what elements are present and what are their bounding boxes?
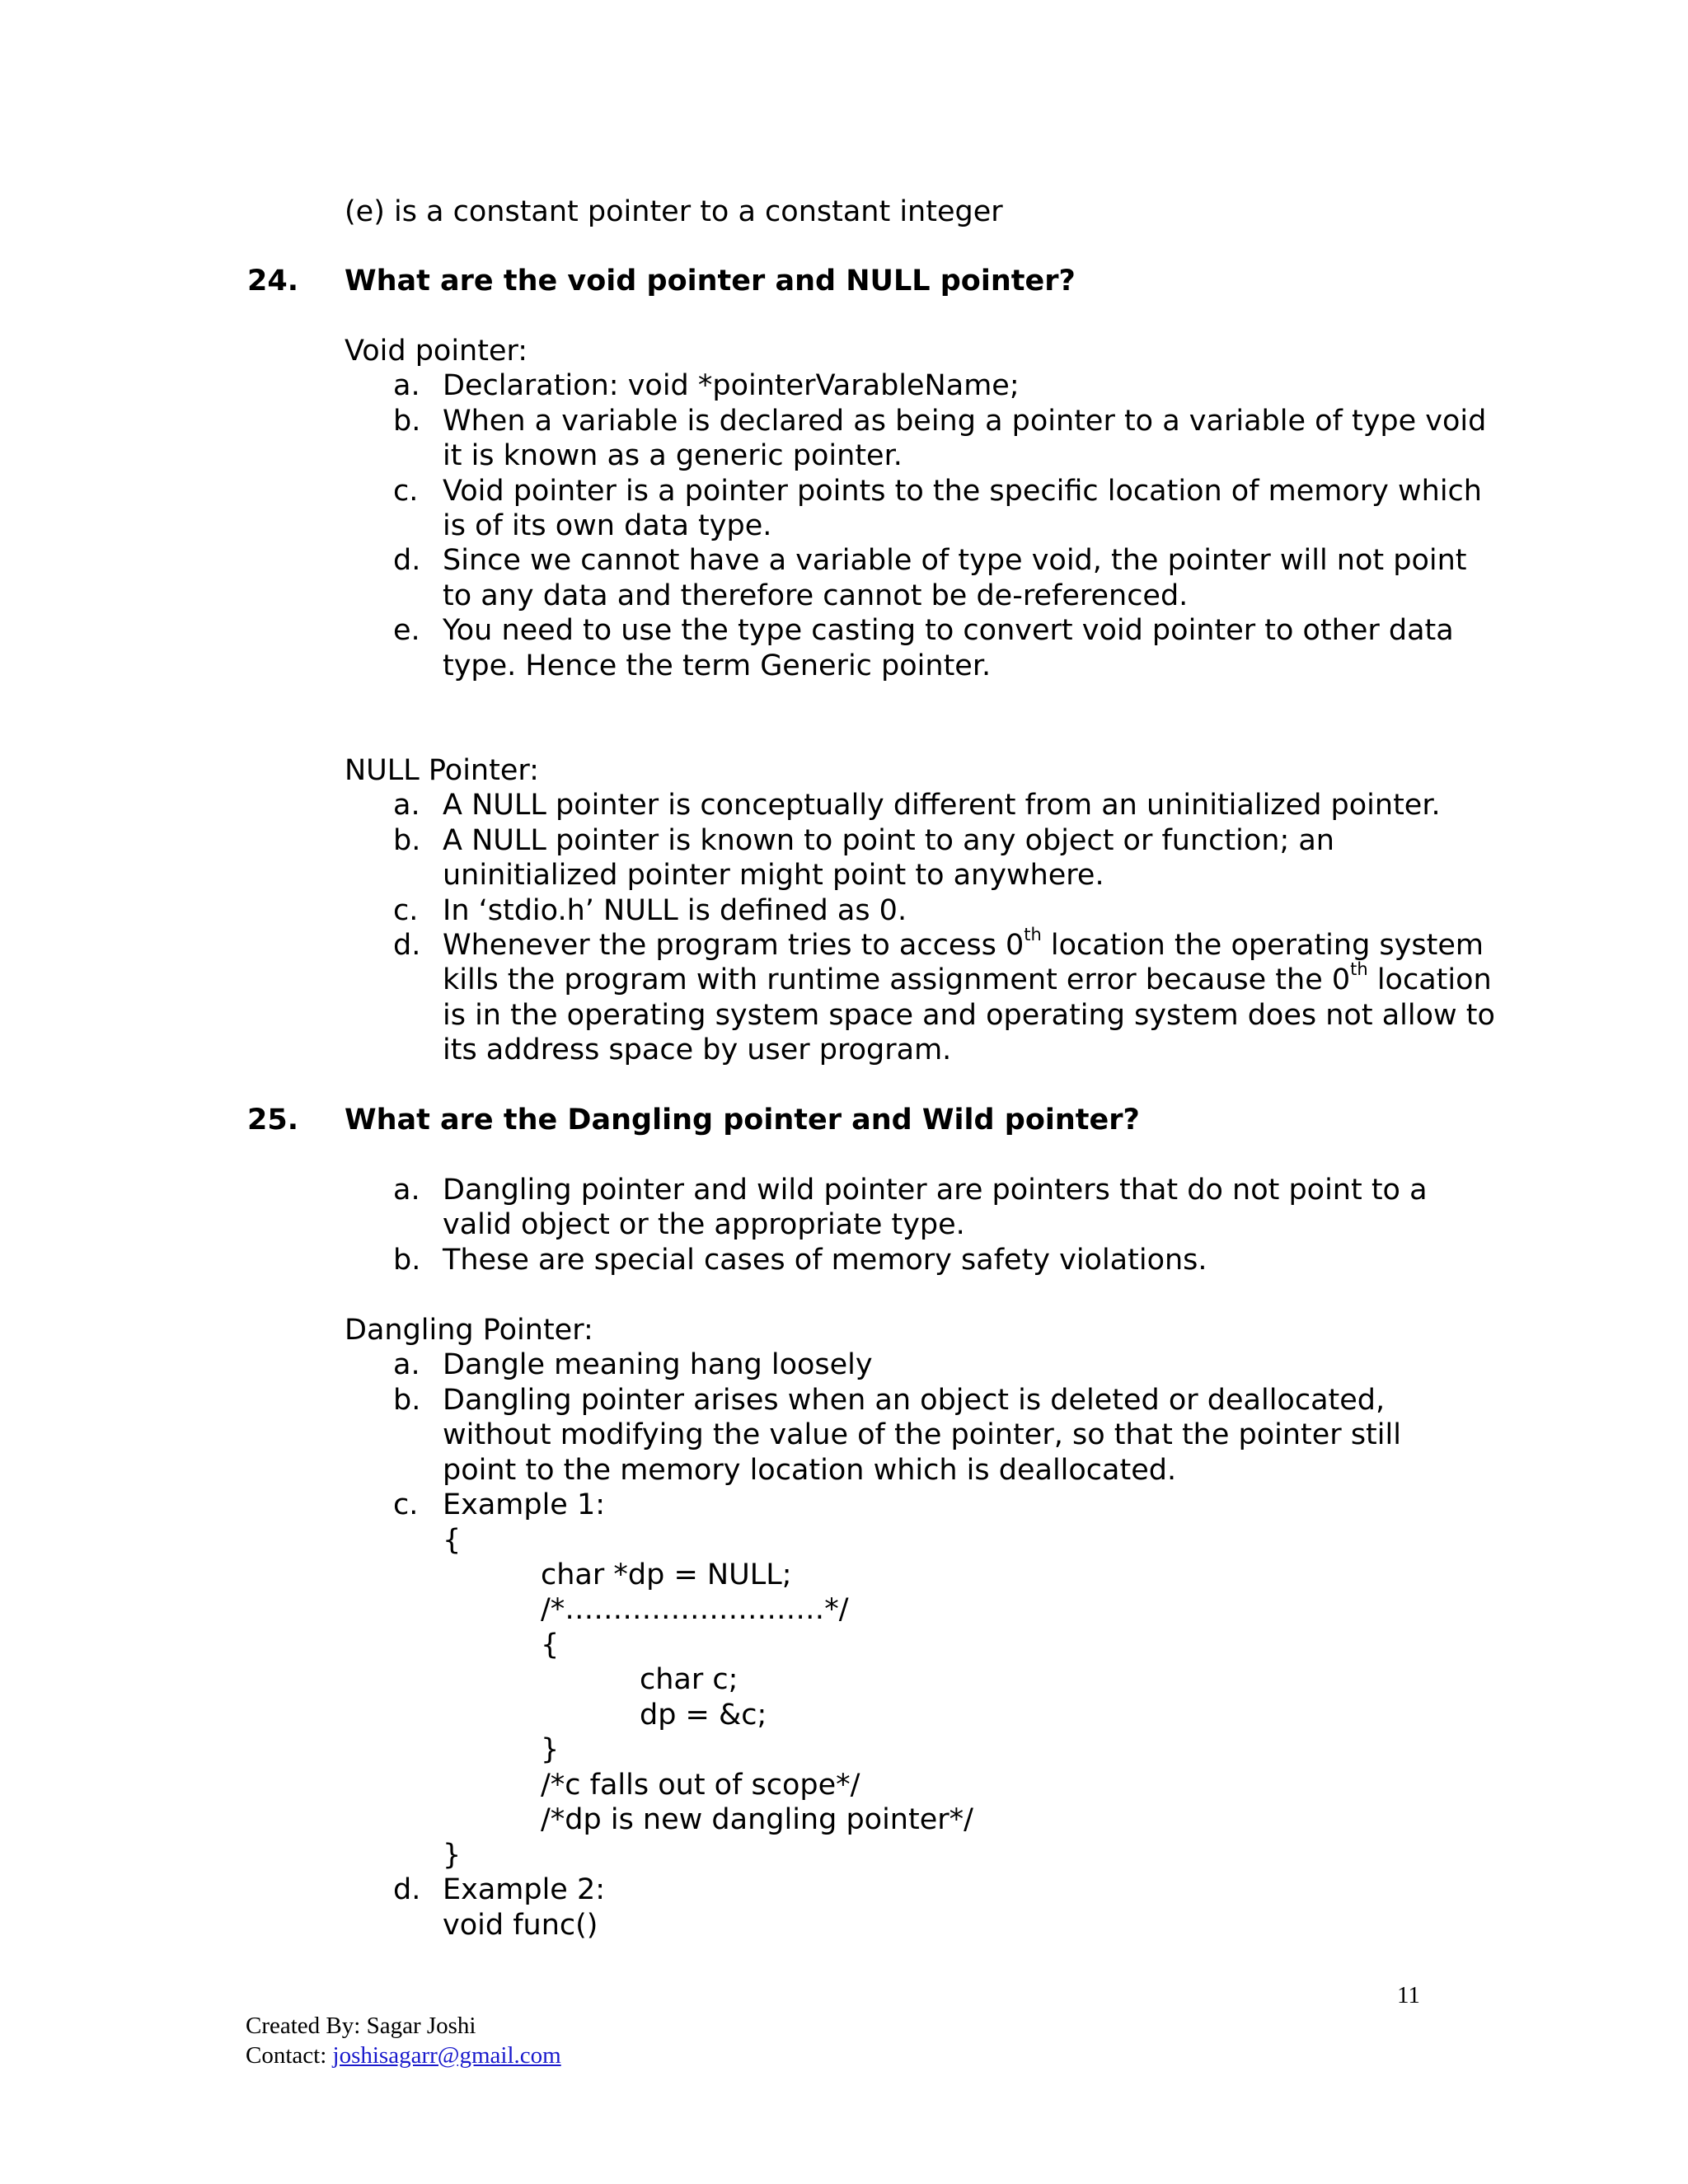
void-item-text: When a variable is declared as being a pointer to a variable of type void: [443, 405, 1487, 438]
null-item-marker: b.: [393, 824, 421, 857]
null-heading: NULL Pointer:: [345, 754, 539, 787]
page-number: 11: [1397, 1982, 1420, 2008]
q25-item-text: Dangling pointer and wild pointer are pointers that do not point to a: [443, 1174, 1428, 1207]
null-item-text: its address space by user program.: [443, 1033, 952, 1066]
void-item-marker: e.: [393, 614, 420, 647]
void-item-marker: a.: [393, 369, 420, 402]
null-item-marker: c.: [393, 894, 419, 927]
footer-contact: [246, 2041, 561, 2070]
dangling-item-text: Dangling pointer arises when an object is deleted or deallocated,: [443, 1384, 1386, 1417]
null-d-line1-post: location the operating system: [1041, 929, 1484, 962]
q24-question: What are the void pointer and NULL pointer?: [345, 265, 1076, 298]
null-item-text: A NULL pointer is conceptually different from an uninitialized pointer.: [443, 789, 1441, 822]
null-item-marker: a.: [393, 789, 420, 822]
q25-item-marker: b.: [393, 1244, 421, 1277]
void-item-text: is of its own data type.: [443, 509, 772, 542]
q25-number: 25.: [247, 1104, 299, 1137]
code-line: char *dp = NULL;: [541, 1558, 792, 1591]
void-heading: Void pointer:: [345, 335, 528, 368]
code-line: {: [541, 1629, 560, 1661]
dangling-item-text: without modifying the value of the pointer, so that the pointer still: [443, 1418, 1401, 1451]
q25-item-text: valid object or the appropriate type.: [443, 1208, 965, 1241]
code-line: dp = &c;: [640, 1699, 767, 1732]
code-line: }: [541, 1733, 560, 1766]
code-line: {: [443, 1524, 462, 1557]
footer-created-by: Created By: Sagar Joshi: [246, 2013, 476, 2039]
null-item-text: In ‘stdio.h’ NULL is defined as 0.: [443, 894, 907, 927]
null-d-line1-sup: th: [1024, 925, 1042, 945]
dangling-heading: Dangling Pointer:: [345, 1314, 593, 1347]
code-line: /*c falls out of scope*/: [541, 1769, 860, 1802]
example1-label: Example 1:: [443, 1488, 606, 1521]
q25-item-text: These are special cases of memory safety violations.: [443, 1244, 1207, 1277]
footer-contact-label: Contact:: [246, 2042, 333, 2069]
q24-number: 24.: [247, 265, 299, 298]
void-item-text: Declaration: void *pointerVarableName;: [443, 369, 1020, 402]
void-item-text: You need to use the type casting to convert void pointer to other data: [443, 614, 1454, 647]
code-line: void func(): [443, 1909, 598, 1942]
void-item-text: to any data and therefore cannot be de-referenced.: [443, 579, 1189, 612]
void-item-marker: d.: [393, 544, 421, 577]
void-item-text: it is known as a generic pointer.: [443, 439, 903, 472]
code-line: /*dp is new dangling pointer*/: [541, 1803, 973, 1836]
null-item-text: is in the operating system space and operating system does not allow to: [443, 999, 1495, 1032]
null-item-text: [443, 925, 1484, 963]
null-item-text: A NULL pointer is known to point to any object or function; an: [443, 824, 1334, 857]
null-d-line2-sup: th: [1350, 959, 1368, 980]
null-item-text: uninitialized pointer might point to anywhere.: [443, 859, 1104, 892]
code-line: /*………………………*/: [541, 1593, 849, 1626]
void-item-marker: c.: [393, 475, 419, 508]
code-line: char c;: [640, 1663, 738, 1696]
dangling-item-marker: b.: [393, 1384, 421, 1417]
footer-email-link[interactable]: joshisagarr@gmail.com: [332, 2042, 561, 2069]
dangling-item-marker: a.: [393, 1348, 420, 1381]
null-d-line2-post: location: [1367, 963, 1492, 996]
null-d-line1-pre: Whenever the program tries to access 0: [443, 929, 1025, 962]
dangling-item-text: point to the memory location which is deallocated.: [443, 1454, 1177, 1487]
q25-item-marker: a.: [393, 1174, 420, 1207]
example2-marker: d.: [393, 1873, 421, 1906]
void-item-text: type. Hence the term Generic pointer.: [443, 649, 992, 682]
null-item-text: [443, 959, 1492, 997]
void-item-marker: b.: [393, 405, 421, 438]
intro-line: (e) is a constant pointer to a constant integer: [345, 195, 1003, 228]
example2-label: Example 2:: [443, 1873, 606, 1906]
dangling-item-text: Dangle meaning hang loosely: [443, 1348, 873, 1381]
void-item-text: Since we cannot have a variable of type void, the pointer will not point: [443, 544, 1467, 577]
null-item-marker: d.: [393, 929, 421, 962]
example1-marker: c.: [393, 1488, 419, 1521]
code-line: }: [443, 1839, 462, 1872]
q25-question: What are the Dangling pointer and Wild pointer?: [345, 1104, 1140, 1137]
null-d-line2-pre: kills the program with runtime assignment error because the 0: [443, 963, 1351, 996]
void-item-text: Void pointer is a pointer points to the specific location of memory which: [443, 475, 1482, 508]
